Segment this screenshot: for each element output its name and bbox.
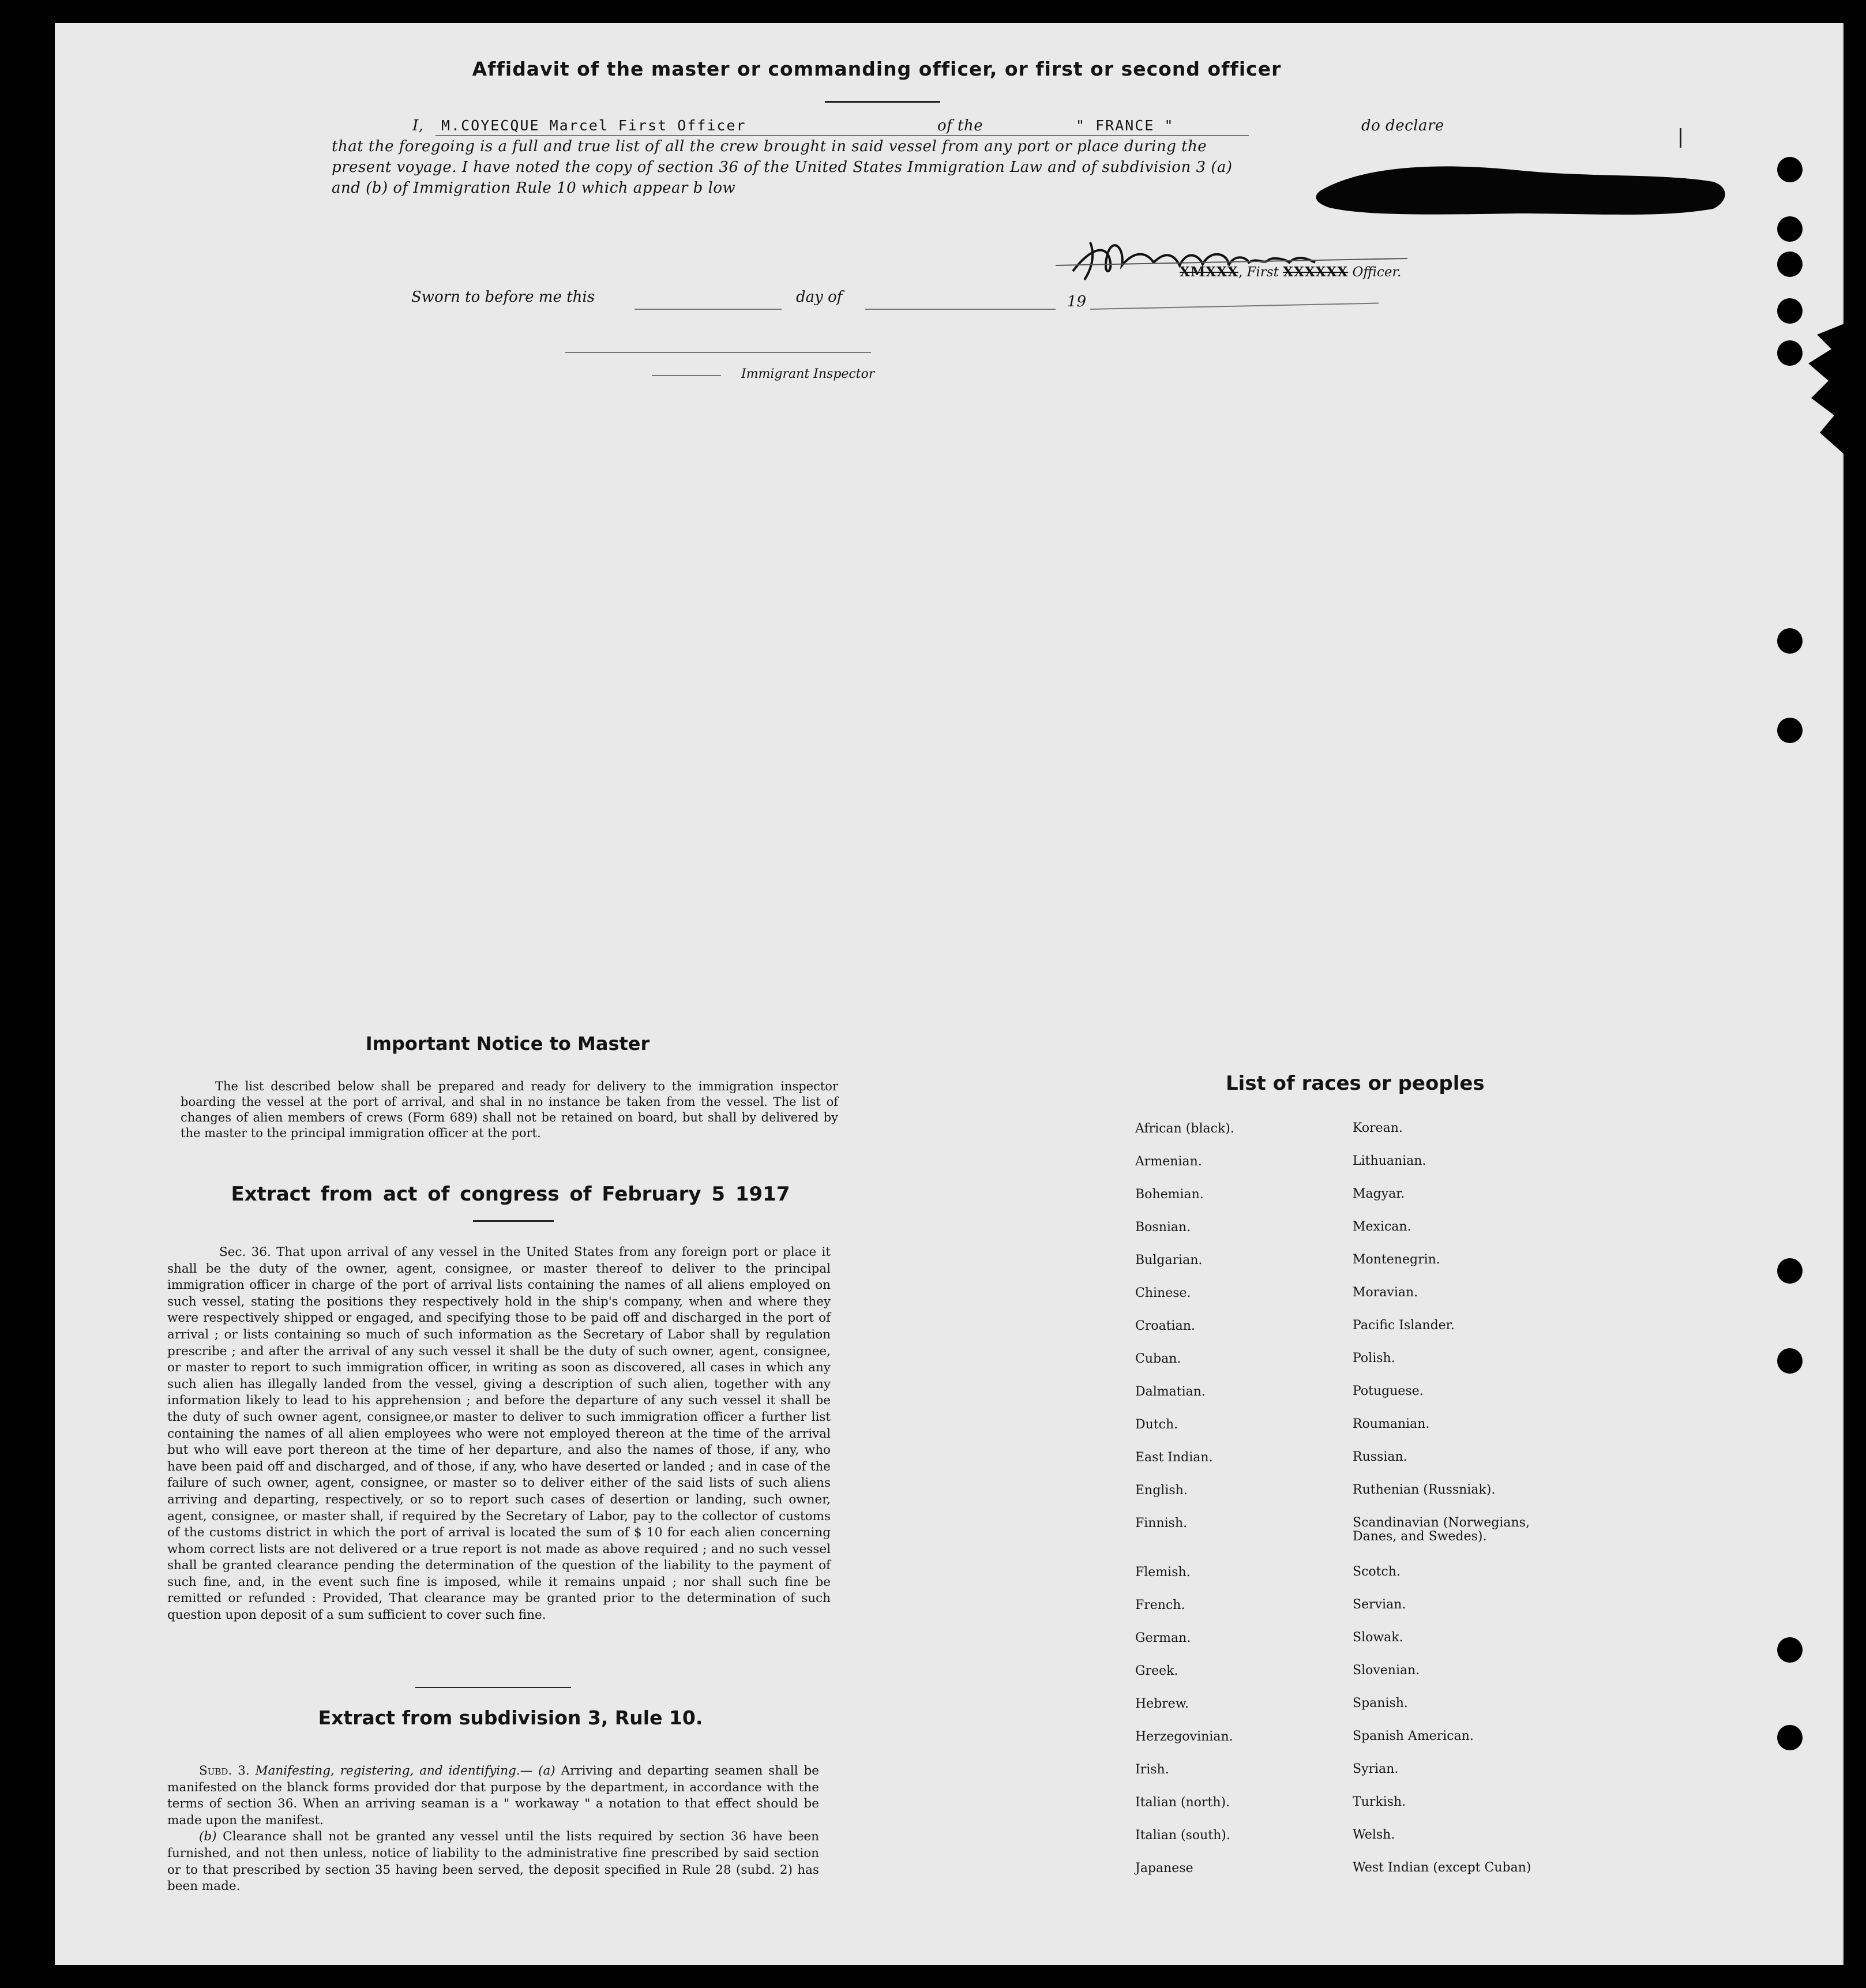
race-item: West Indian (except Cuban) (1353, 1861, 1531, 1875)
act-rule (473, 1220, 554, 1222)
of-the-label: of the (937, 117, 983, 134)
race-item: Irish. (1135, 1762, 1169, 1777)
affidavit-line2: that the foregoing is a full and true list of all the crew brought in said vessel from any port or place during the (332, 138, 1207, 155)
binder-hole (1777, 216, 1803, 242)
binder-hole (1777, 1258, 1803, 1284)
year-label: 19 (1067, 293, 1087, 310)
race-item: Welsh. (1353, 1828, 1395, 1842)
binder-hole (1777, 718, 1803, 743)
race-item: Slowak. (1353, 1630, 1403, 1645)
race-item: Japanese (1135, 1861, 1193, 1876)
race-item: Magyar. (1353, 1187, 1405, 1201)
affidavit-line3: present voyage. I have noted the copy of section 36 of the United States Immigration Law and of subdivision 3 (a) (332, 159, 1233, 176)
race-item: Lithuanian. (1353, 1154, 1426, 1168)
ink-blot (1315, 156, 1730, 225)
race-item: Spanish. (1353, 1696, 1408, 1711)
binder-hole (1777, 1725, 1803, 1750)
race-item: East Indian. (1135, 1450, 1213, 1465)
race-item: Chinese. (1135, 1286, 1191, 1300)
race-item: Slovenian. (1353, 1663, 1420, 1678)
race-item: Polish. (1353, 1351, 1395, 1366)
binder-hole (1777, 252, 1803, 277)
do-declare-label: do declare (1361, 117, 1444, 134)
sworn-label: Sworn to before me this (411, 288, 595, 306)
section-rule (415, 1687, 571, 1688)
binder-hole (1777, 298, 1803, 324)
race-item: French. (1135, 1598, 1185, 1612)
day-of-label: day of (796, 288, 843, 306)
notice-heading: Important Notice to Master (365, 1033, 650, 1055)
section-36-text: Sec. 36. That upon arrival of any vessel in the United States from any foreign port or place it shall be the duty of the owner, agent, consignee, or master thereof to deliver to the principal immigration officer in charge of the port of arrival lists containing the names of all aliens employed on such vessel, stating the positions they respectively hold in the ship's company, when and where they were respectively shipped or engaged, and specifying those to be paid off and discharged in the port of arrival ; or lists containing so much of such information as the Secretary of Labor shall by regulation prescribe ; and after the arrival of any such vessel it shall be the duty of such owner, agent, consignee, or master to report to such immigration officer, in writing as soon as discovered, all cases in which any such alien has illegally landed from the vessel, giving a description of such alien, together with any information likely to lead to his apprehension ; and before the departure of any such vessel it shall be the duty of such owner agent, consignee,or master to deliver to such immigration officer a further list containing the names of all alien employees who were not employed thereon at the time of the arrival but who will eave port thereon at the time of her departure, and also the names of those, if any, who have been paid off and discharged, and of those, if any, who have deserted or landed ; and in case of the failure of such owner, agent, consignee, or master so to deliver either of the said lists of such aliens arriving and departing, respectively, or so to report such cases of desertion or landing, such owner, agent, consignee, or master shall, if required by the Secretary of Labor, pay to the collector of customs of the customs district in which the port of arrival is located the sum of $ 10 for each alien concerning whom correct lists are not delivered or a true report is not made as above required ; and no such vessel shall be granted clearance pending the determination of the question of the liability to the payment of such fine, and, in the event such fine is imposed, while it remains unpaid ; nor shall such fine be remitted or refunded : Provided, That clearance may be granted prior to the determination of such question upon deposit of a sum sufficient to cover such fine. (167, 1245, 831, 1623)
race-item: English. (1135, 1483, 1188, 1498)
race-item: Potuguese. (1353, 1384, 1424, 1398)
race-item: Pacific Islander. (1353, 1318, 1455, 1333)
race-item: Bohemian. (1135, 1187, 1204, 1202)
binder-hole (1777, 628, 1803, 654)
race-item: African (black). (1135, 1121, 1234, 1136)
race-item: Bosnian. (1135, 1220, 1191, 1235)
heading-rule (825, 101, 940, 103)
race-item: Turkish. (1353, 1795, 1406, 1809)
torn-edge (1777, 323, 1846, 456)
race-item: Dalmatian. (1135, 1385, 1206, 1399)
notice-body: The list described below shall be prepared and ready for delivery to the immigration inspector boarding the vessel at the port of arrival, and shal in no instance be taken from the vessel. The list of changes of alien members of crews (Form 689) shall not be retained on board, but shall by delivered by the master to the principal immigration officer at the port. (181, 1079, 838, 1140)
race-item: Bulgarian. (1135, 1253, 1203, 1267)
race-item: Greek. (1135, 1664, 1178, 1678)
binder-hole (1777, 1348, 1803, 1374)
race-item: Croatian. (1135, 1319, 1195, 1333)
race-item: Russian. (1353, 1450, 1407, 1464)
binder-hole (1777, 1637, 1803, 1663)
race-item: Syrian. (1353, 1762, 1399, 1776)
race-item: German. (1135, 1631, 1191, 1645)
race-item: Ruthenian (Russniak). (1353, 1483, 1496, 1497)
race-item: Scandinavian (Norwegians, Danes, and Swedes). (1353, 1516, 1530, 1544)
affidavit-line4: and (b) of Immigration Rule 10 which appear b low (332, 179, 736, 197)
race-item: Cuban. (1135, 1352, 1181, 1366)
race-item: Roumanian. (1353, 1417, 1430, 1431)
race-item: Finnish. (1135, 1516, 1188, 1531)
race-item: Armenian. (1135, 1154, 1202, 1169)
signature-title: XMXXX, First XXXXXX Officer. (1180, 264, 1402, 280)
rule-heading: Extract from subdivision 3, Rule 10. (318, 1706, 703, 1729)
race-item: Mexican. (1353, 1220, 1411, 1234)
subdivision-text: Subd. 3. Manifesting, registering, and identifying.— (a) Arriving and departing seamen shall be manifested on the blanck forms provided dor that purpose by the department, in accordance with the terms of section 36. When an arriving seaman is a " workaway " a notation to that effect should be made upon the manifest. (b) Clearance shall not be granted any vessel until the lists required by section 36 have been furnished, and not then unless, notice of liability to the administrative fine prescribed by said section or to that prescribed by section 35 having been served, the deposit specified in Rule 28 (subd. 2) has been made. (167, 1764, 820, 1894)
inspector-label: Immigrant Inspector (741, 367, 875, 381)
document-page (55, 23, 1844, 1965)
race-item: Herzegovinian. (1135, 1730, 1233, 1744)
act-heading: Extract from act of congress of February 5 1917 (231, 1183, 790, 1206)
race-item: Scotch. (1353, 1565, 1401, 1579)
races-heading: List of races or peoples (1226, 1072, 1485, 1095)
race-item: Moravian. (1353, 1285, 1418, 1300)
race-item: Korean. (1353, 1121, 1403, 1135)
race-item: Dutch. (1135, 1417, 1178, 1432)
officer-name: M.COYECQUE Marcel First Officer (441, 117, 746, 134)
binder-hole (1777, 157, 1803, 182)
race-item: Hebrew. (1135, 1697, 1189, 1711)
affidavit-i: I, (412, 117, 424, 134)
vessel-name: " FRANCE " (1076, 117, 1174, 134)
race-item: Italian (south). (1135, 1828, 1230, 1843)
race-item: Italian (north). (1135, 1795, 1230, 1810)
race-item: Montenegrin. (1353, 1252, 1440, 1267)
race-item: Spanish American. (1353, 1729, 1474, 1743)
race-item: Flemish. (1135, 1565, 1191, 1580)
margin-mark (1680, 128, 1681, 148)
affidavit-heading: Affidavit of the master or commanding officer, or first or second officer (472, 58, 1282, 80)
race-item: Servian. (1353, 1597, 1406, 1612)
